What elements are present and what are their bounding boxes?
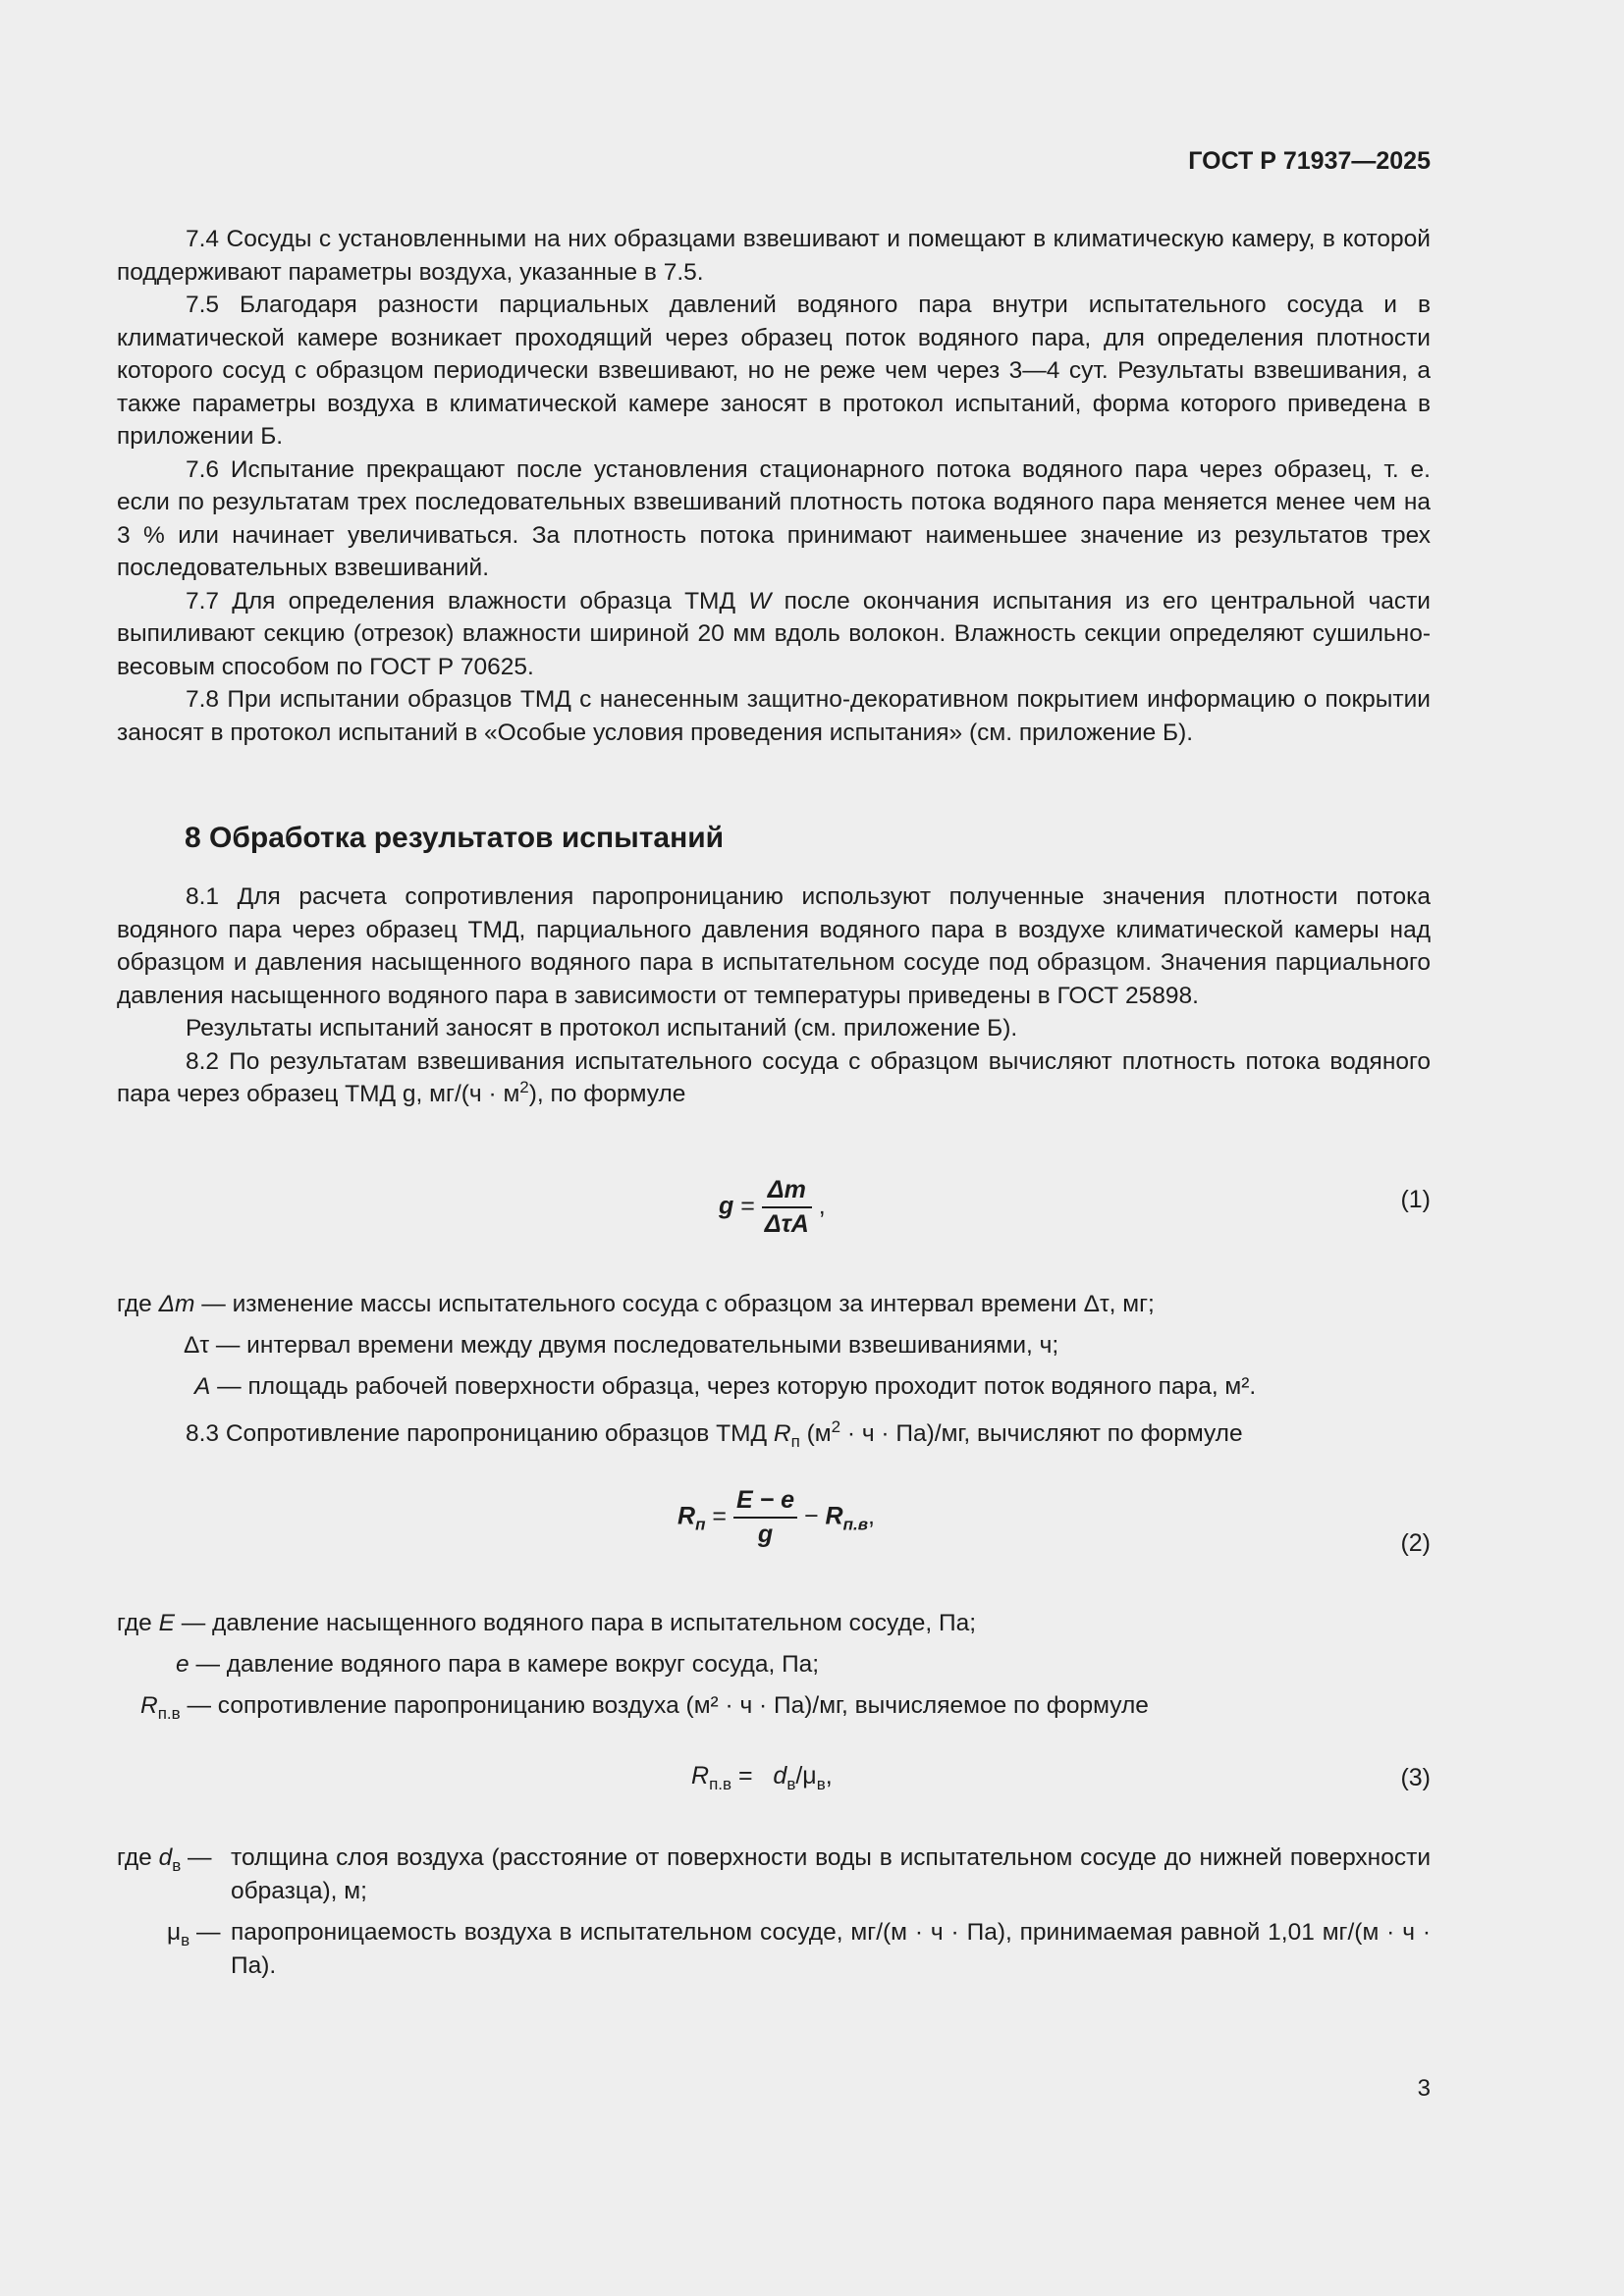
formula-1-legend xyxy=(117,1288,1431,1412)
paragraph-7-7: 7.7 Для определения влажности образца ТМД W после окончания испытания из его центральной части выпиливают секцию (отрезок) влажности шириной 20 мм вдоль волокон. Влажность секции определяют сушильно-весовым способом по ГОСТ Р 70625. xyxy=(117,587,1431,680)
legend-item: где E — давление насыщенного водяного пара в испытательном сосуде, Па; xyxy=(117,1610,977,1636)
paragraph-7-8: 7.8 При испытании образцов ТМД с нанесенным защитно-декоративном покрытием информацию о покрытии заносят в протокол испытаний в «Особые условия проведения испытания» (см. приложение Б). xyxy=(117,686,1431,746)
legend-item: A — площадь рабочей поверхности образца, через которую проходит поток водяного пара, м². xyxy=(194,1373,1257,1400)
formula-2-legend xyxy=(117,1607,1431,1731)
formula-1-number: (1) xyxy=(1400,1186,1431,1213)
page-number: 3 xyxy=(1417,2075,1431,2102)
formula-2: $R_п$ = $\frac{E - e}{g}$ − $R_{п.в}$, xyxy=(677,1486,875,1548)
standard-code: ГОСТ Р 71937—2025 xyxy=(1188,147,1431,175)
paragraph-7-6: 7.6 Испытание прекращают после установления стационарного потока водяного пара через образец, т. е. если по результатам трех последовательных взвешиваний плотность потока водяного пара меняется менее чем на 3 % или начинает увеличиваться. За плотность потока принимают наименьшее значение из результатов трех последовательных взвешиваний. xyxy=(117,455,1431,581)
formula-3-number: (3) xyxy=(1400,1764,1431,1791)
legend-item: где $d_в$ — толщина слоя воздуха (расстояние от поверхности воды в испытательном сосуде до нижней поверхности образца), м; xyxy=(117,1844,1431,1904)
paragraph-7-4: 7.4 Сосуды с установленными на них образцами взвешивают и помещают в климатическую камеру, в которой поддерживают параметры воздуха, указанные в 7.5. xyxy=(117,226,1431,286)
paragraph-8-1: 8.1 Для расчета сопротивления паропроницанию используют полученные значения плотности потока водяного пара через образец ТМД, парциального давления водяного пара в воздухе климатической камеры над образцом и давления насыщенного водяного пара в испытательном сосуде под образцом. Значения парциального давления насыщенного водяного пара в зависимости от температуры приведены в ГОСТ 25898. xyxy=(117,883,1431,1009)
legend-item: e — давление водяного пара в камере вокруг сосуда, Па; xyxy=(176,1651,820,1678)
paragraph-8-3: 8.3 Сопротивление паропроницанию образцов ТМД $R_п$ $(м^2 \cdot ч \cdot Па)/мг$, вычисляют по формуле xyxy=(186,1416,1243,1451)
formula-2-number: (2) xyxy=(1400,1529,1431,1557)
formula-3-legend xyxy=(117,1842,1431,1991)
legend-item: $\mu_в$ — паропроницаемость воздуха в испытательном сосуде, мг/(м · ч · Па), принимаемая равной 1,01 мг/(м · ч · Па). xyxy=(167,1919,1431,1979)
section-8-text xyxy=(117,881,1431,1111)
paragraph-7-5: 7.5 Благодаря разности парциальных давлений водяного пара внутри испытательного сосуда и в климатической камере возникает проходящий через образец поток водяного пара, для определения плотности которого сосуд с образцом периодически взвешивают, но не реже чем через 3—4 сут. Результаты взвешивания, а также параметры воздуха в климатической камере заносят в протокол испытаний, форма которого приведена в приложении Б. xyxy=(117,292,1431,450)
section-7-text xyxy=(117,223,1431,749)
paragraph-8-2: 8.2 По результатам взвешивания испытательного сосуда с образцом вычисляют плотность потока водяного пара через образец ТМД g, $мг/(ч \cdot м^2)$, по формуле xyxy=(117,1047,1431,1107)
legend-item: $R_{п.в}$ — сопротивление паропроницанию воздуха (м² · ч · Па)/мг, вычисляемое по формуле xyxy=(140,1692,1149,1723)
formula-1: g = $\frac{\Delta m}{\text{ΔτA}}$ , xyxy=(719,1176,826,1238)
section-8-heading: 8 Обработка результатов испытаний xyxy=(185,822,725,854)
legend-item: Δτ — интервал времени между двумя последовательными взвешиваниями, ч; xyxy=(184,1332,1059,1359)
section-8-text-cont xyxy=(117,1417,1431,1451)
legend-item: где Δm — изменение массы испытательного сосуда с образцом за интервал времени Δτ, мг; xyxy=(117,1291,1155,1317)
paragraph-8-1-results: Результаты испытаний заносят в протокол испытаний (см. приложение Б). xyxy=(186,1015,1018,1041)
formula-3: $R_{п.в} = d_в/\mu_в$, xyxy=(691,1762,833,1793)
